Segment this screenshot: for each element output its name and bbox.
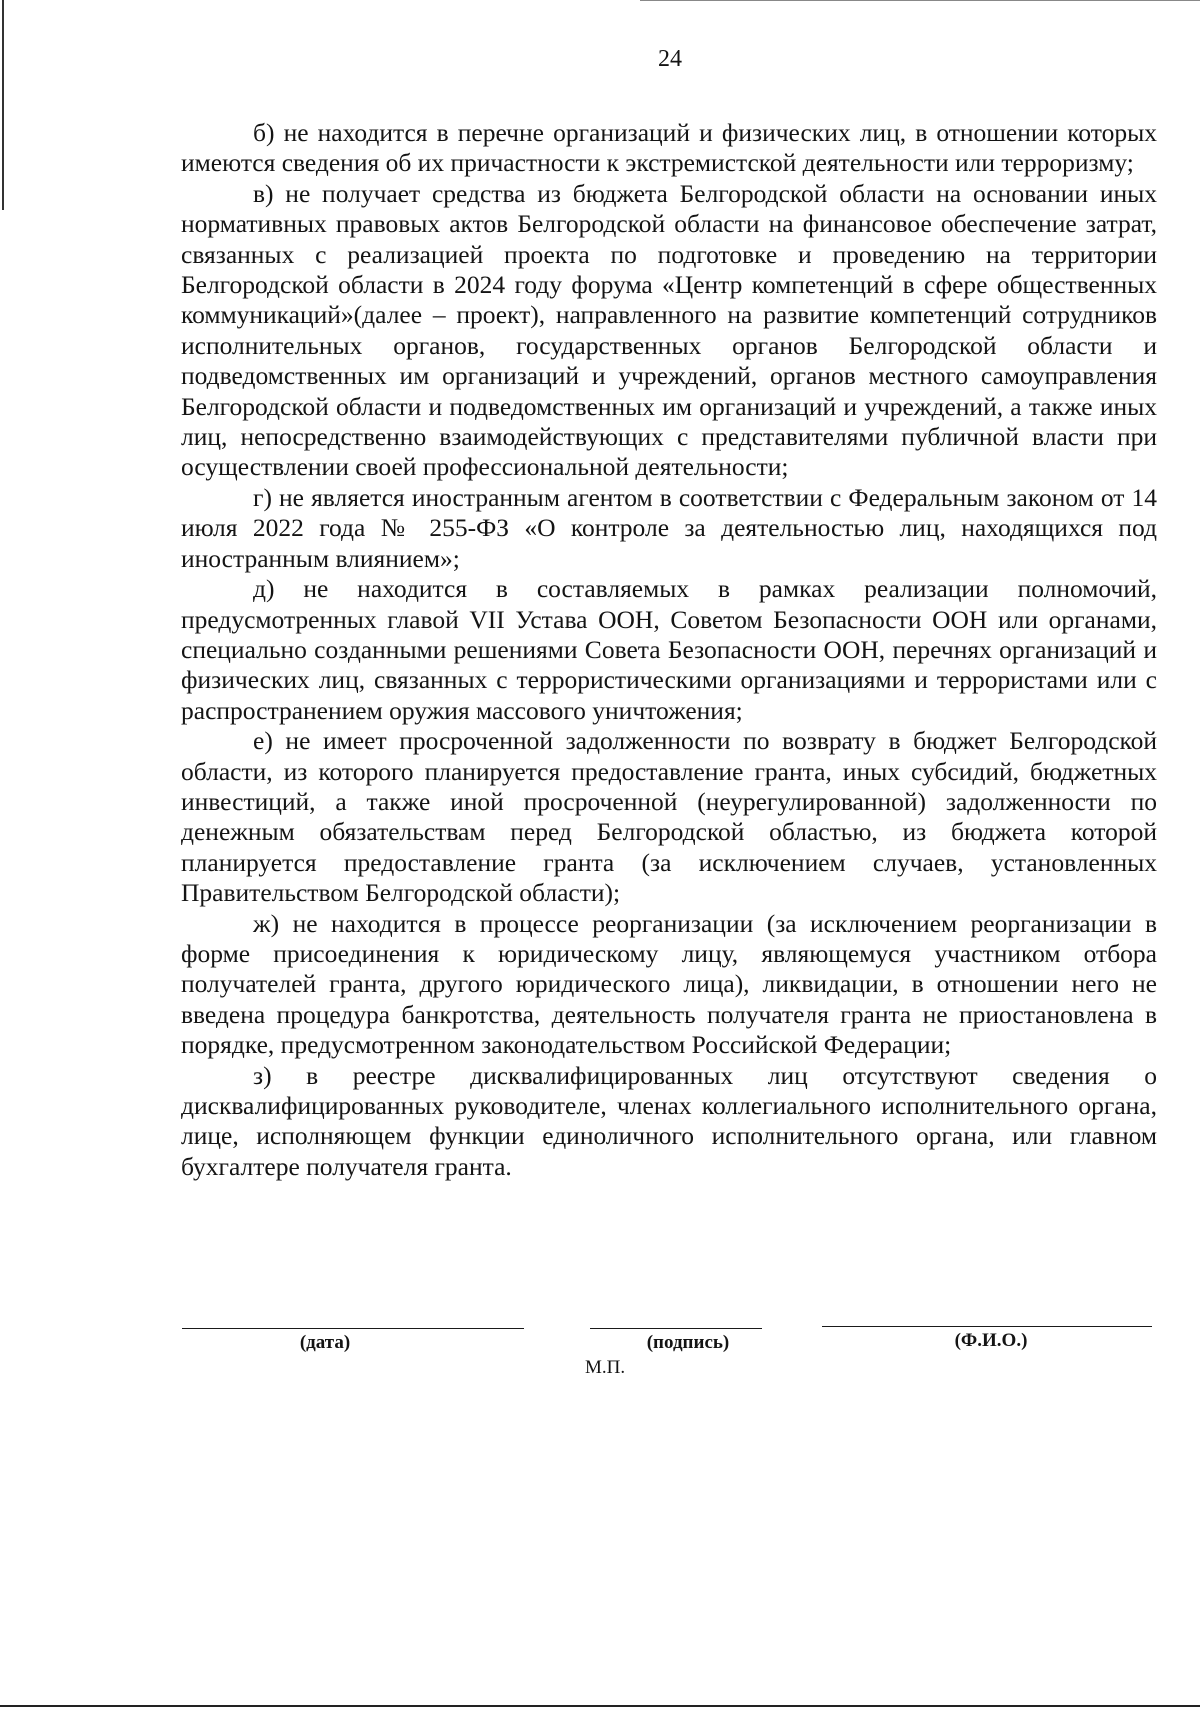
signature-label: (подпись): [646, 1332, 730, 1353]
scan-edge-bottom: [0, 1705, 1200, 1707]
date-label: (дата): [299, 1332, 351, 1353]
scan-edge-left: [2, 0, 4, 210]
paragraph-b: б) не находится в перечне организаций и физических лиц, в отношении которых имеются сведения об их причастности к экстремистской деятельности или терроризму;: [181, 118, 1157, 178]
paragraph-v: в) не получает средства из бюджета Белгородской области на основании иных нормативных правовых актов Белгородской области на финансовое обеспечение затрат, связанных с реализацией проекта по подготовке и проведению на территории Белгородской области в 2024 году форума «Центр компетенций в сфере общественных коммуникаций»(далее – проект), направленного на развитие компетенций сотрудников исполнительных органов, государственных органов Белгородской области и подведомственных им организаций и учреждений, органов местного самоуправления Белгородской области и подведомственных им организаций и учреждений, а также иных лиц, непосредственно взаимодействующих с представителями публичной власти при осуществлении своей профессиональной деятельности;: [181, 178, 1157, 482]
document-body: [181, 118, 1157, 1182]
paragraph-zh: ж) не находится в процессе реорганизации (за исключением реорганизации в форме присоединения к юридическому лицу, являющемуся участником отбора получателей гранта, другого юридического лица), ликвидации, в отношении него не введена процедура банкротства, деятельность получателя гранта не приостановлена в порядке, предусмотренном законодательством Российской Федерации;: [181, 908, 1157, 1060]
scan-edge-top: [640, 0, 1200, 1]
paragraph-e: е) не имеет просроченной задолженности по возврату в бюджет Белгородской области, из которого планируется предоставление гранта, иных субсидий, бюджетных инвестиций, а также иной просроченной (неурегулированной) задолженности по денежным обязательствам перед Белгородской областью, из бюджета которой планируется предоставление гранта (за исключением случаев, установленных Правительством Белгородской области);: [181, 726, 1157, 908]
date-signature-line: [182, 1328, 524, 1329]
paragraph-d: д) не находится в составляемых в рамках реализации полномочий, предусмотренных главой VII Устава ООН, Советом Безопасности ООН или органами, специально созданными решениями Совета Безопасности ООН, перечнях организаций и физических лиц, связанных с террористическими организациями и террористами или с распространением оружия массового уничтожения;: [181, 574, 1157, 725]
signature-line: [590, 1328, 762, 1329]
page-number: [0, 46, 1200, 73]
page-number-text: 24: [658, 46, 682, 72]
stamp-place-label: М.П.: [585, 1357, 626, 1378]
paragraph-g: г) не является иностранным агентом в соответствии с Федеральным законом от 14 июля 2022 года № 255-ФЗ «О контроле за деятельностью лиц, находящихся под иностранным влиянием»;: [181, 482, 1157, 573]
name-signature-line: [822, 1326, 1152, 1327]
name-label: (Ф.И.О.): [954, 1330, 1028, 1351]
paragraph-z: з) в реестре дисквалифицированных лиц отсутствуют сведения о дисквалифицированных руководителе, членах коллегиального исполнительного органа, лице, исполняющем функции единоличного исполнительного органа, или главном бухгалтере получателя гранта.: [181, 1060, 1157, 1181]
